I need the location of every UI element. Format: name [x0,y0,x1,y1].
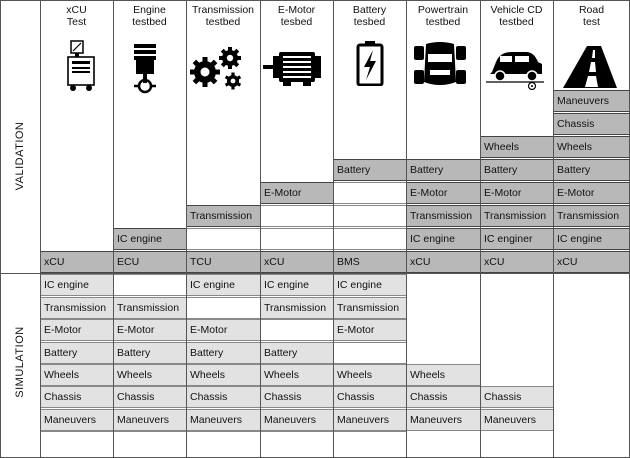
simulation-cell-e-motor: E-Motor [333,319,406,341]
simulation-cell-empty [333,342,406,364]
column-title-line: Engine [133,4,166,16]
simulation-cell-ic-engine: IC engine [260,274,333,296]
validation-cell-empty [333,205,406,227]
simulation-cell-maneuvers: Maneuvers [260,409,333,431]
validation-cell-transmission: Transmission [480,205,553,227]
column-divider [480,0,481,458]
engine-piston-icon [130,42,160,99]
simulation-cell-battery: Battery [260,342,333,364]
validation-cell-ecu: ECU [113,251,186,273]
simulation-cell-chassis: Chassis [113,386,186,408]
simulation-cell-empty [260,319,333,341]
simulation-cell-maneuvers: Maneuvers [186,409,260,431]
column-title-line: tesbed [280,16,313,28]
simulation-cell-wheels: Wheels [333,364,406,386]
column-divider [553,0,554,458]
road-icon [561,44,617,95]
column-header-7 [553,4,630,28]
validation-cell-ic-enginer: IC enginer [480,228,553,250]
battery-icon [356,40,384,91]
validation-cell-xcu: xCU [406,251,480,273]
column-divider [40,0,41,458]
column-divider [113,0,114,458]
column-title-line: tesbed [353,16,386,28]
simulation-label: SIMULATION [14,326,26,398]
powertrain-car-top-icon [412,42,468,93]
validation-cell-empty [260,228,333,250]
simulation-cell-transmission: Transmission [40,297,113,319]
validation-cell-e-motor: E-Motor [406,182,480,204]
validation-cell-tcu: TCU [186,251,260,273]
column-header-2 [186,4,260,28]
column-title-line: E-Motor [277,4,316,16]
simulation-cell-wheels: Wheels [186,364,260,386]
validation-cell-e-motor: E-Motor [480,182,553,204]
column-header-3 [260,4,333,28]
validation-cell-ic-engine: IC engine [113,228,186,250]
column-title-line: testbed [425,16,461,28]
simulation-cell-wheels: Wheels [40,364,113,386]
simulation-cell-ic-engine: IC engine [333,274,406,296]
column-title-line: Vehicle CD [490,4,543,16]
simulation-cell-battery: Battery [113,342,186,364]
column-title-line: testbed [205,16,241,28]
validation-cell-wheels: Wheels [553,136,630,158]
simulation-cell-ic-engine: IC engine [40,274,113,296]
validation-cell-chassis: Chassis [553,113,630,135]
validation-cell-xcu: xCU [553,251,630,273]
simulation-cell-wheels: Wheels [113,364,186,386]
simulation-cell-empty [113,274,186,296]
column-divider [0,0,1,458]
validation-cell-xcu: xCU [40,251,113,273]
validation-cell-maneuvers: Maneuvers [553,90,630,112]
frame-edge [0,0,630,1]
simulation-cell-maneuvers: Maneuvers [406,409,480,431]
column-title-line: Test [66,16,87,28]
validation-cell-xcu: xCU [260,251,333,273]
simulation-cell-maneuvers: Maneuvers [113,409,186,431]
simulation-cell-transmission: Transmission [113,297,186,319]
validation-cell-transmission: Transmission [186,205,260,227]
simulation-cell-maneuvers: Maneuvers [480,409,553,431]
column-header-4 [333,4,406,28]
simulation-cell-ic-engine: IC engine [186,274,260,296]
vehicle-on-dyno-icon [482,46,548,95]
validation-cell-empty [260,205,333,227]
validation-cell-ic-engine: IC engine [406,228,480,250]
validation-cell-xcu: xCU [480,251,553,273]
validation-cell-bms: BMS [333,251,406,273]
section-divider [0,273,630,274]
validation-cell-empty [333,182,406,204]
xcu-test-station-icon [64,40,98,97]
validation-cell-transmission: Transmission [553,205,630,227]
column-header-1 [113,4,186,28]
validation-label: VALIDATION [14,121,26,191]
simulation-cell-transmission: Transmission [333,297,406,319]
bottom-row-rule [40,431,406,432]
simulation-cell-maneuvers: Maneuvers [333,409,406,431]
validation-cell-battery: Battery [333,159,406,181]
validation-cell-e-motor: E-Motor [260,182,333,204]
simulation-cell-e-motor: E-Motor [113,319,186,341]
simulation-cell-transmission: Transmission [260,297,333,319]
column-title-line: testbed [132,16,167,28]
simulation-cell-e-motor: E-Motor [186,319,260,341]
column-title-line: testbed [499,16,534,28]
column-header-5 [406,4,480,28]
column-divider [186,0,187,458]
simulation-cell-wheels: Wheels [260,364,333,386]
simulation-cell-chassis: Chassis [480,386,553,408]
column-title-line: Powertrain [417,4,469,16]
simulation-cell-chassis: Chassis [186,386,260,408]
column-title-line: xCU [66,4,87,16]
simulation-cell-chassis: Chassis [260,386,333,408]
column-divider [260,0,261,458]
column-header-0 [40,4,113,28]
simulation-cell-e-motor: E-Motor [40,319,113,341]
simulation-cell-maneuvers: Maneuvers [40,409,113,431]
column-header-6 [480,4,553,28]
validation-cell-empty [186,228,260,250]
column-title-line: Road [578,4,605,16]
column-divider [333,0,334,458]
validation-cell-e-motor: E-Motor [553,182,630,204]
simulation-cell-chassis: Chassis [333,386,406,408]
validation-cell-battery: Battery [480,159,553,181]
validation-cell-empty [333,228,406,250]
simulation-cell-chassis: Chassis [40,386,113,408]
validation-cell-battery: Battery [553,159,630,181]
simulation-cell-battery: Battery [186,342,260,364]
validation-cell-ic-engine: IC engine [553,228,630,250]
gears-icon [189,46,245,95]
column-title-line: Transmission [191,4,255,16]
validation-cell-battery: Battery [406,159,480,181]
validation-cell-wheels: Wheels [480,136,553,158]
validation-cell-transmission: Transmission [406,205,480,227]
column-title-line: Battery [352,4,387,16]
simulation-cell-chassis: Chassis [406,386,480,408]
electric-motor-icon [261,48,325,93]
column-divider [406,0,407,458]
simulation-cell-empty [186,297,260,319]
simulation-cell-battery: Battery [40,342,113,364]
simulation-cell-wheels: Wheels [406,364,480,386]
column-title-line: test [583,16,600,28]
